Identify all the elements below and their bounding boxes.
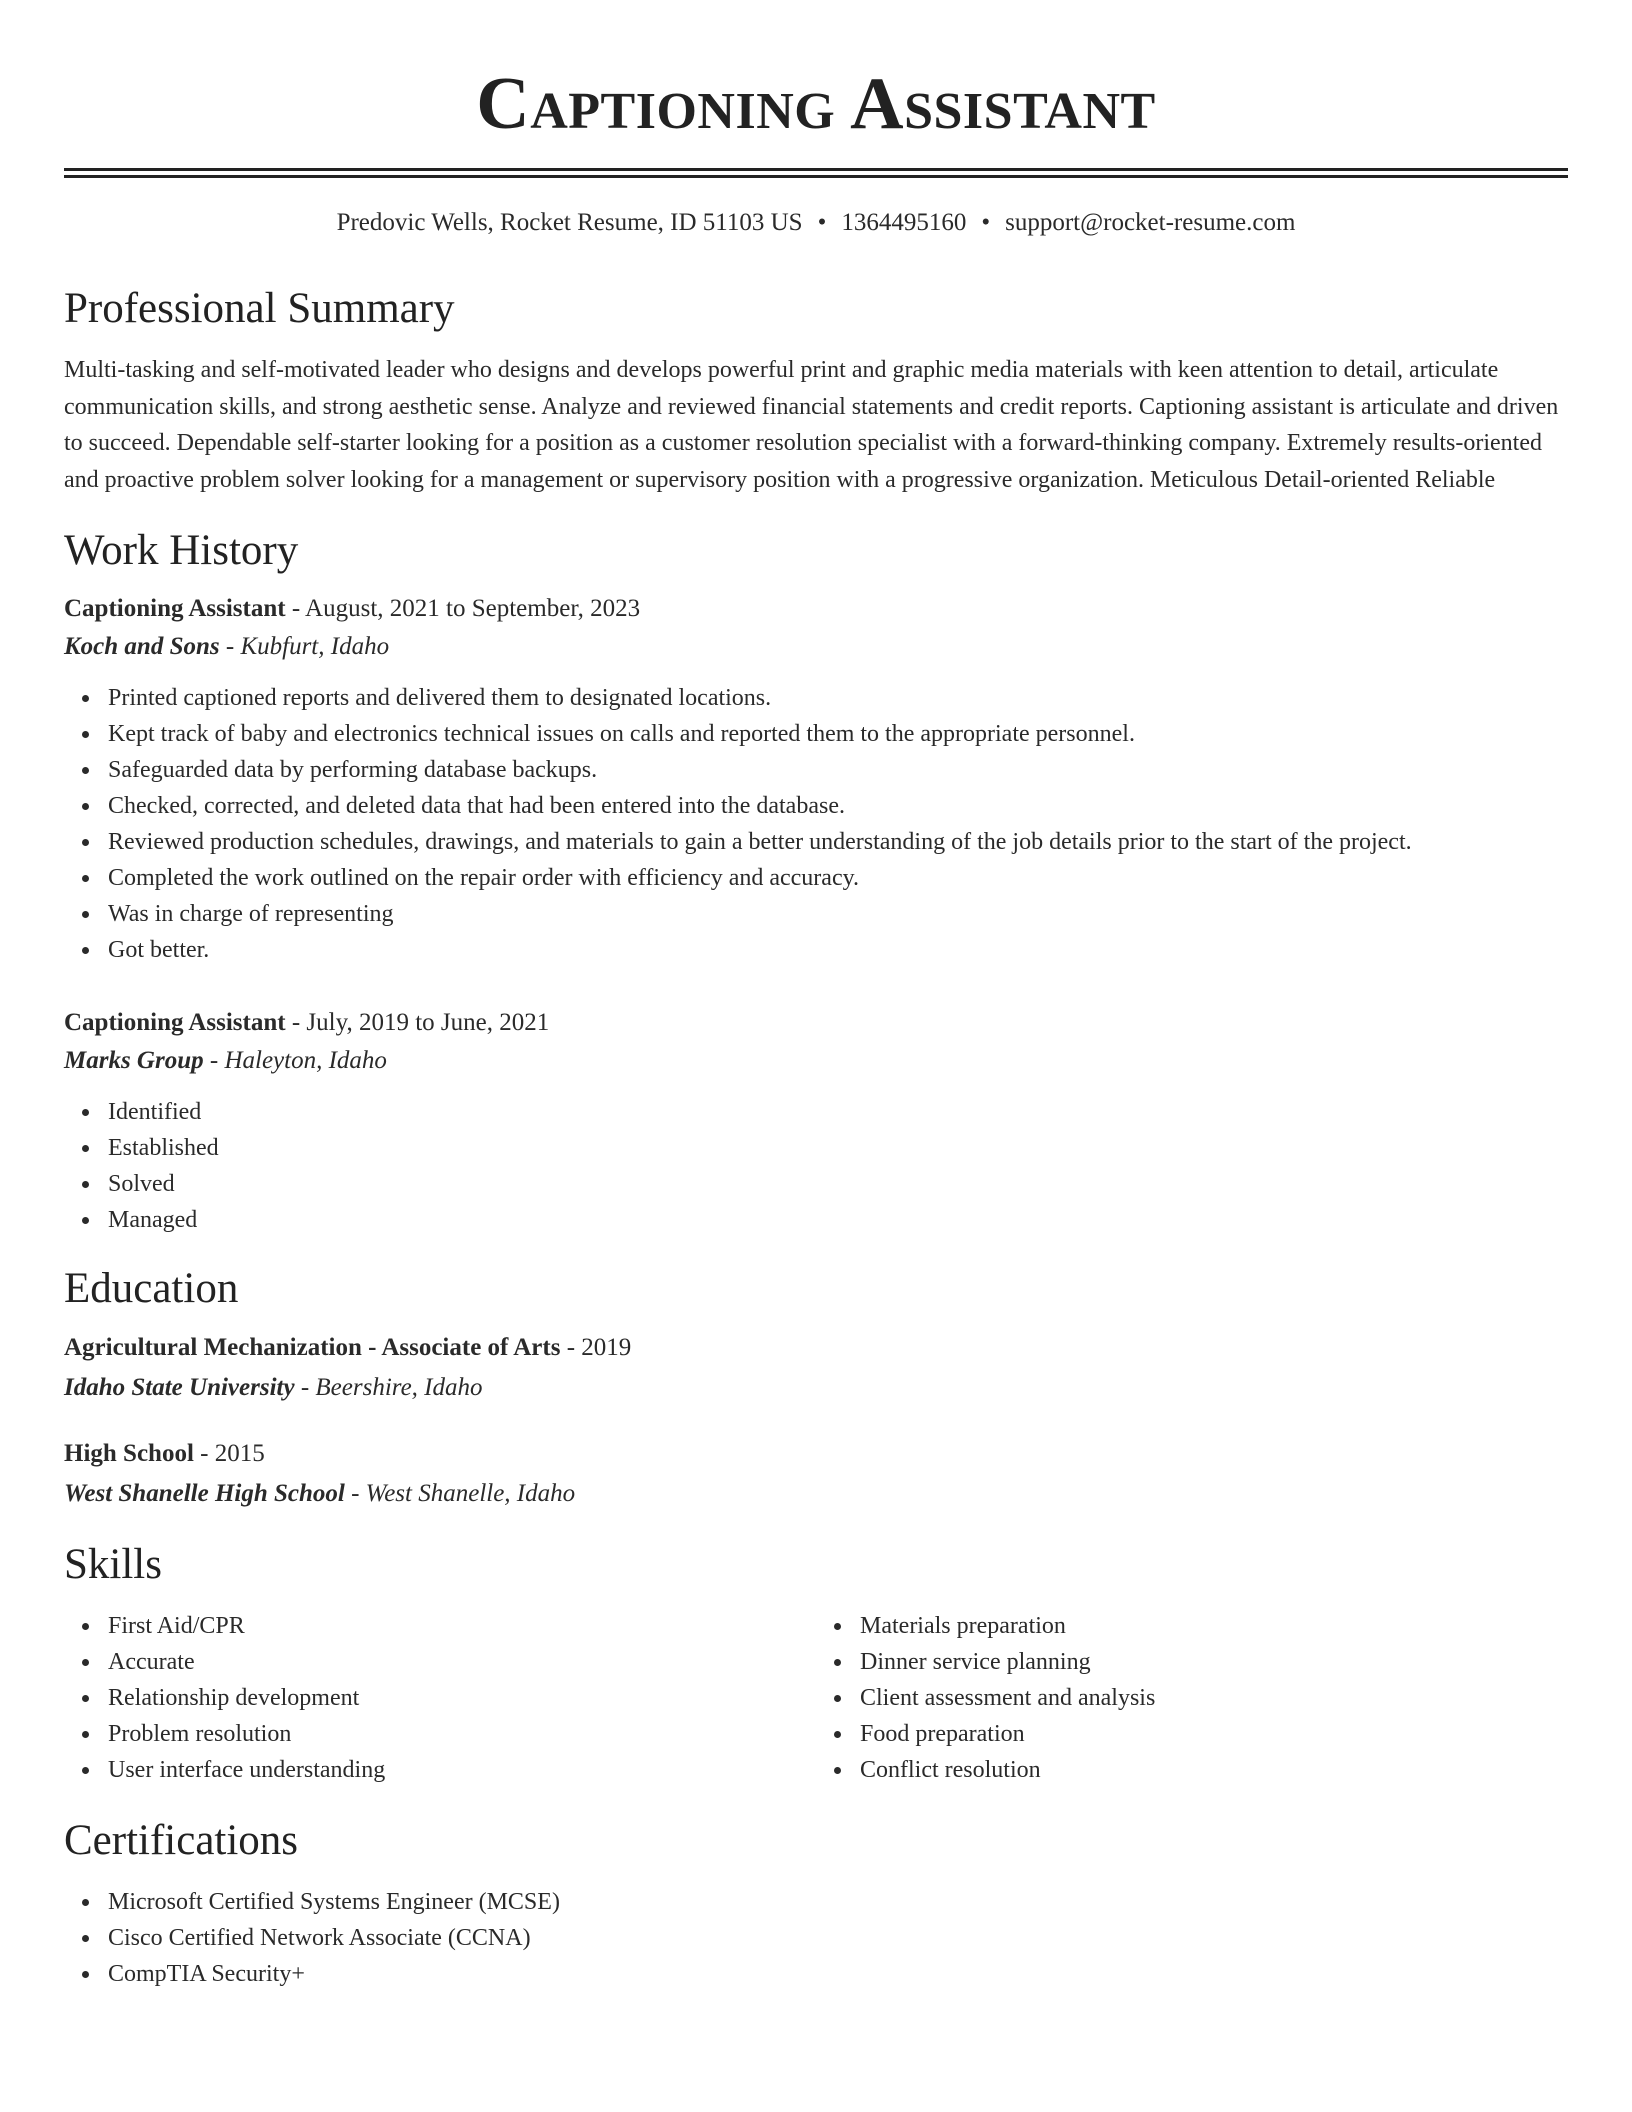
education-location: - West Shanelle, Idaho: [344, 1480, 576, 1507]
list-item: Cisco Certified Network Associate (CCNA): [108, 1920, 1568, 1956]
list-item: Accurate: [108, 1644, 816, 1680]
section-heading-certifications: Certifications: [64, 1817, 299, 1864]
contact-phone: 1364495160: [841, 209, 967, 236]
job-company: Marks Group: [64, 1047, 204, 1074]
section-heading-education: Education: [64, 1265, 239, 1312]
job-location: - Haleyton, Idaho: [203, 1047, 387, 1074]
education-year: - 2019: [560, 1334, 632, 1361]
list-item: Established: [108, 1130, 1568, 1166]
list-item: Client assessment and analysis: [860, 1680, 1568, 1716]
education-degree: High School: [64, 1440, 194, 1467]
list-item: Completed the work outlined on the repair order with efficiency and accuracy.: [108, 860, 1568, 896]
list-item: First Aid/CPR: [108, 1608, 816, 1644]
education-school: West Shanelle High School: [64, 1480, 345, 1507]
job-heading: [64, 1004, 1568, 1042]
list-item: Was in charge of representing: [108, 896, 1568, 932]
list-item: Got better.: [108, 932, 1568, 968]
contact-email: support@rocket-resume.com: [1005, 209, 1296, 236]
job-heading: [64, 590, 1568, 628]
education-school-line: [64, 1474, 1568, 1514]
list-item: Conflict resolution: [860, 1752, 1568, 1788]
education-entry: [64, 1328, 1568, 1408]
list-item: Reviewed production schedules, drawings, and materials to gain a better understanding of the job details prior to the start of the project.: [108, 824, 1568, 860]
contact-address: Predovic Wells, Rocket Resume, ID 51103 US: [336, 209, 803, 236]
skills-column-left: [64, 1608, 816, 1788]
section-heading-skills: Skills: [64, 1541, 162, 1588]
section-heading-work-history: Work History: [64, 527, 299, 574]
list-item: Microsoft Certified Systems Engineer (MCSE): [108, 1884, 1568, 1920]
list-item: Materials preparation: [860, 1608, 1568, 1644]
job-role: Captioning Assistant: [64, 1009, 286, 1036]
contact-separator: •: [817, 209, 827, 236]
education-degree-line: [64, 1328, 1568, 1368]
list-item: Relationship development: [108, 1680, 816, 1716]
education-degree: Agricultural Mechanization - Associate of Arts: [64, 1334, 561, 1361]
list-item: User interface understanding: [108, 1752, 816, 1788]
list-item: Checked, corrected, and deleted data that had been entered into the database.: [108, 788, 1568, 824]
list-item: CompTIA Security+: [108, 1956, 1568, 1992]
job-dates: - July, 2019 to June, 2021: [285, 1009, 550, 1036]
education-location: - Beershire, Idaho: [294, 1374, 483, 1401]
skills-grid: [64, 1608, 1568, 1788]
resume-title: Captioning Assistant: [476, 63, 1156, 145]
education-year: - 2015: [193, 1440, 265, 1467]
education-school-line: [64, 1368, 1568, 1408]
job-company: Koch and Sons: [64, 633, 220, 660]
job-company-line: [64, 628, 1568, 666]
education-degree-line: [64, 1434, 1568, 1474]
section-heading-summary: Professional Summary: [64, 285, 455, 332]
skills-column-right: [816, 1608, 1568, 1788]
list-item: Identified: [108, 1094, 1568, 1130]
job-entry: [64, 590, 1568, 968]
summary-text: Multi-tasking and self-motivated leader who designs and develops powerful print and graphic media materials with keen attention to detail, articulate communication skills, and strong aesthetic sense. Analyze and reviewed financial statements and credit reports. Captioning assistant is articulate and driven to succeed. Dependable self-starter looking for a position as a customer resolution specialist with a forward-thinking company. Extremely results-oriented and proactive problem solver looking for a management or supervisory position with a progressive organization. Meticulous Detail-oriented Reliable: [64, 357, 1559, 493]
title-double-rule: [64, 168, 1568, 178]
job-dates: - August, 2021 to September, 2023: [285, 595, 641, 622]
contact-line: [64, 206, 1568, 240]
list-item: Printed captioned reports and delivered them to designated locations.: [108, 680, 1568, 716]
list-item: Food preparation: [860, 1716, 1568, 1752]
education-school: Idaho State University: [64, 1374, 295, 1401]
job-bullets: [64, 1094, 1568, 1238]
list-item: Kept track of baby and electronics technical issues on calls and reported them to the appropriate personnel.: [108, 716, 1568, 752]
resume-page: [64, 0, 1568, 1992]
list-item: Problem resolution: [108, 1716, 816, 1752]
job-entry: [64, 1004, 1568, 1238]
job-role: Captioning Assistant: [64, 595, 286, 622]
list-item: Managed: [108, 1202, 1568, 1238]
list-item: Safeguarded data by performing database backups.: [108, 752, 1568, 788]
job-location: - Kubfurt, Idaho: [219, 633, 390, 660]
contact-separator: •: [981, 209, 991, 236]
list-item: Solved: [108, 1166, 1568, 1202]
job-bullets: [64, 680, 1568, 968]
certifications-list: [64, 1884, 1568, 1992]
list-item: Dinner service planning: [860, 1644, 1568, 1680]
job-company-line: [64, 1042, 1568, 1080]
education-entry: [64, 1434, 1568, 1514]
